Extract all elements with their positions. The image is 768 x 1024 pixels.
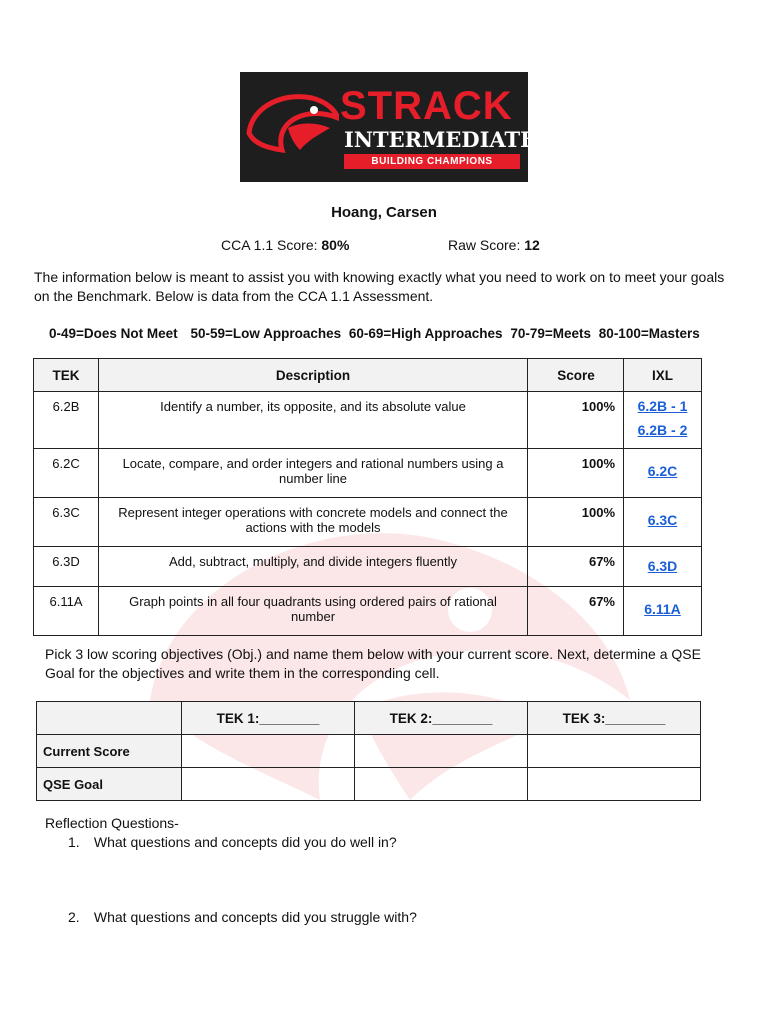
table-row <box>34 547 702 587</box>
column-header: IXL <box>624 359 702 392</box>
reflection-title: Reflection Questions- <box>45 815 179 831</box>
scale-item: 80-100=Masters <box>598 326 700 341</box>
cca-score-value: 80% <box>321 237 350 253</box>
qse-goal-cell-3[interactable] <box>528 768 701 801</box>
tek-code: 6.3D <box>34 547 99 587</box>
question-text: What questions and concepts did you struggle with? <box>93 909 417 925</box>
tek-score: 67% <box>528 587 624 636</box>
raw-score-value: 12 <box>524 237 540 253</box>
question-number: 1. <box>68 834 80 850</box>
table-row <box>37 768 701 801</box>
ixl-link[interactable]: 6.2C <box>647 463 678 479</box>
ixl-link[interactable]: 6.2B - 2 <box>637 422 688 438</box>
table-header-row <box>37 702 701 735</box>
table-row <box>34 392 702 449</box>
current-score-cell-1[interactable] <box>182 735 355 768</box>
raw-score-label: Raw Score: <box>448 237 521 253</box>
scale-item: 60-69=High Approaches <box>348 326 503 341</box>
table-header-row <box>34 359 702 392</box>
column-header: TEK <box>34 359 99 392</box>
tek-score: 100% <box>528 449 624 498</box>
scale-item: 50-59=Low Approaches <box>190 326 342 341</box>
ixl-link[interactable]: 6.2B - 1 <box>637 398 688 414</box>
column-header: Score <box>528 359 624 392</box>
current-score-cell-3[interactable] <box>528 735 701 768</box>
table-row <box>34 498 702 547</box>
tek-description: Locate, compare, and order integers and rational numbers using a number line <box>99 449 528 498</box>
current-score-cell-2[interactable] <box>355 735 528 768</box>
ixl-links <box>624 392 702 449</box>
reflection-question <box>68 909 417 925</box>
ixl-link[interactable]: 6.3D <box>647 558 678 574</box>
qse-goal-cell-2[interactable] <box>355 768 528 801</box>
school-logo <box>240 72 537 182</box>
table-row <box>37 735 701 768</box>
reflection-question <box>68 834 397 850</box>
cca-score <box>221 237 349 253</box>
qse-goal-table <box>36 701 701 801</box>
tek-score: 100% <box>528 392 624 449</box>
tek-code: 6.2B <box>34 392 99 449</box>
intro-paragraph: The information below is meant to assist you with knowing exactly what you need to work on to meet your goals on the Benchmark. Below is data from the CCA 1.1 Assessment. <box>34 269 725 304</box>
row-label: QSE Goal <box>37 768 182 801</box>
cca-score-label: CCA 1.1 Score: <box>221 237 318 253</box>
table-row <box>34 587 702 636</box>
qse-goal-cell-1[interactable] <box>182 768 355 801</box>
logo-word-strack: STRACK <box>340 84 513 128</box>
scale-item: 70-79=Meets <box>510 326 592 341</box>
tek-description: Identify a number, its opposite, and its absolute value <box>99 392 528 449</box>
table-row <box>34 449 702 498</box>
question-number: 2. <box>68 909 80 925</box>
ixl-link[interactable]: 6.3C <box>647 512 678 528</box>
tek-results-table <box>33 358 702 636</box>
raw-score <box>448 237 540 253</box>
logo-word-intermediate: INTERMEDIATE <box>344 127 537 152</box>
tek-code: 6.2C <box>34 449 99 498</box>
scale-item: 0-49=Does Not Meet <box>49 326 178 341</box>
ixl-links <box>624 498 702 547</box>
ixl-links <box>624 449 702 498</box>
column-header: TEK 1:________ <box>182 702 355 735</box>
ixl-links <box>624 547 702 587</box>
ixl-links <box>624 587 702 636</box>
tek-description: Graph points in all four quadrants using ordered pairs of rational number <box>99 587 528 636</box>
tek-score: 67% <box>528 547 624 587</box>
ixl-link[interactable]: 6.11A <box>644 601 681 617</box>
tek-code: 6.3C <box>34 498 99 547</box>
score-scale <box>49 326 709 341</box>
question-text: What questions and concepts did you do well in? <box>93 834 397 850</box>
student-name: Hoang, Carsen <box>331 204 437 221</box>
logo-tagline: BUILDING CHAMPIONS <box>344 154 520 169</box>
column-header: TEK 3:________ <box>528 702 701 735</box>
tek-score: 100% <box>528 498 624 547</box>
corner-cell <box>37 702 182 735</box>
column-header: Description <box>99 359 528 392</box>
instructions-paragraph: Pick 3 low scoring objectives (Obj.) and name them below with your current score. Next, determine a QSE Goal for the objectives and write them in the corresponding cell. <box>45 646 701 681</box>
column-header: TEK 2:________ <box>355 702 528 735</box>
row-label: Current Score <box>37 735 182 768</box>
tek-code: 6.11A <box>34 587 99 636</box>
tek-description: Represent integer operations with concrete models and connect the actions with the models <box>99 498 528 547</box>
tek-description: Add, subtract, multiply, and divide integers fluently <box>99 547 528 587</box>
panther-icon <box>244 88 339 163</box>
